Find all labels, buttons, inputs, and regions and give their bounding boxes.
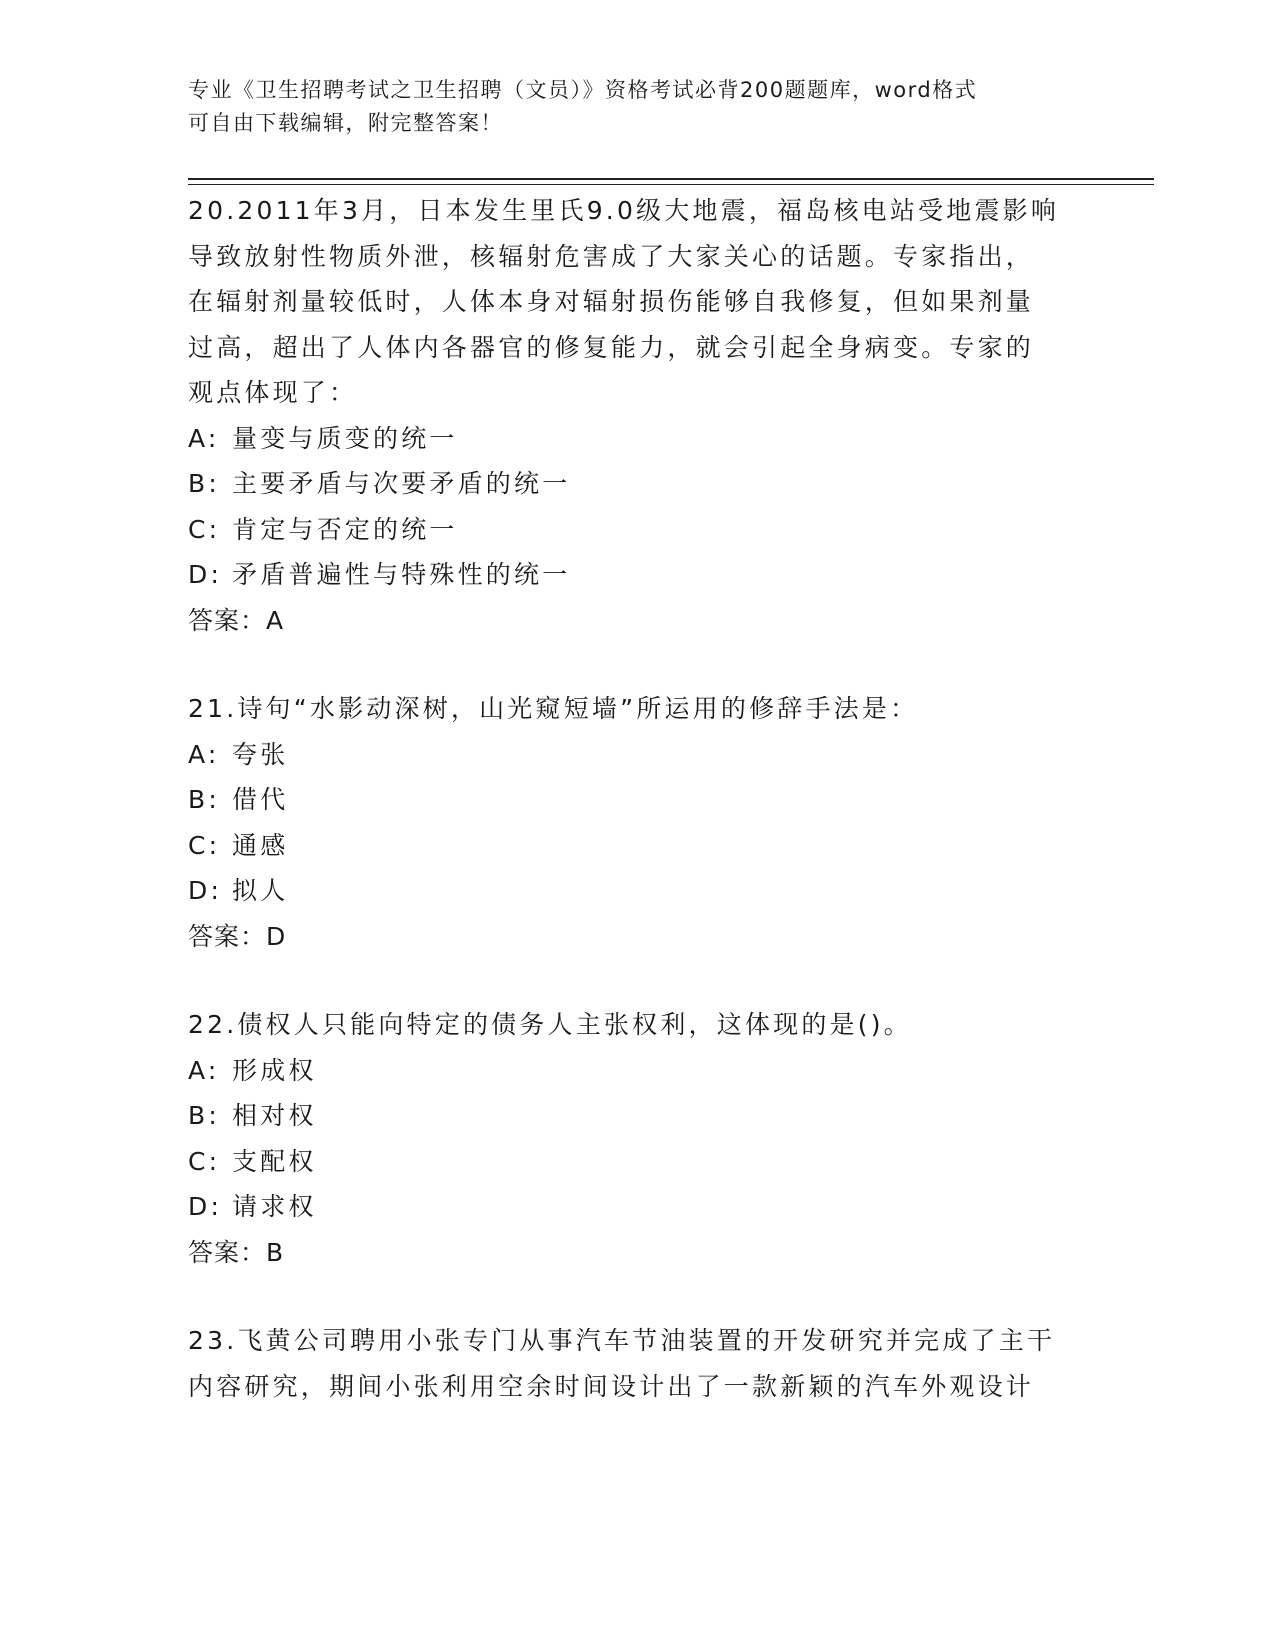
question-stem-line: 内容研究，期间小张利用空余时间设计出了一款新颖的汽车外观设计 xyxy=(188,1371,1035,1401)
option-text: 借代 xyxy=(232,785,289,814)
answer-key: 答案：B xyxy=(188,1237,285,1267)
option-text: 量变与质变的统一 xyxy=(232,423,458,453)
header-line-1: 专业《卫生招聘考试之卫生招聘（文员）》资格考试必背200题题库，word格式 xyxy=(188,78,978,102)
question-stem xyxy=(188,686,1088,732)
option-text: 夸张 xyxy=(232,739,289,769)
option-letter: D: xyxy=(188,1192,223,1221)
answer-option xyxy=(188,732,1088,778)
answer-key: 答案：A xyxy=(188,605,285,635)
answer-option xyxy=(188,1048,1088,1094)
question-stem xyxy=(188,188,1088,416)
option-text: 形成权 xyxy=(232,1055,317,1085)
answer-option xyxy=(188,1139,1088,1185)
question-stem xyxy=(188,1318,1088,1409)
question-item xyxy=(188,686,1088,959)
option-letter: A: xyxy=(188,1055,220,1085)
answer-option xyxy=(188,1093,1088,1139)
header-divider-thick xyxy=(188,178,1154,180)
option-text: 矛盾普遍性与特殊性的统一 xyxy=(232,560,571,589)
option-letter: C: xyxy=(188,514,221,544)
answer-option xyxy=(188,416,1088,462)
answer-key: 答案：D xyxy=(188,921,287,951)
option-letter: A: xyxy=(188,739,220,769)
question-stem-line: 过高，超出了人体内各器官的修复能力，就会引起全身病变。专家的 xyxy=(188,332,1035,362)
question-item xyxy=(188,1002,1088,1275)
question-stem-line: 导致放射性物质外泄，核辐射危害成了大家关心的话题。专家指出， xyxy=(188,241,1035,271)
header-divider-thin xyxy=(188,184,1154,185)
question-stem-line: 21.诗句“水影动深树，山光窥短墙”所运用的修辞手法是： xyxy=(188,694,919,723)
option-letter: C: xyxy=(188,830,221,860)
question-stem-line: 23.飞黄公司聘用小张专门从事汽车节油装置的开发研究并完成了主干 xyxy=(188,1326,1056,1355)
answer-option xyxy=(188,823,1088,869)
answer-option xyxy=(188,552,1088,598)
option-letter: B: xyxy=(188,469,220,498)
option-text: 主要矛盾与次要矛盾的统一 xyxy=(232,469,571,498)
option-text: 支配权 xyxy=(232,1146,317,1176)
answer-option xyxy=(188,1184,1088,1230)
question-stem-line: 22.债权人只能向特定的债务人主张权利，这体现的是()。 xyxy=(188,1010,912,1039)
option-letter: D: xyxy=(188,560,223,589)
option-letter: C: xyxy=(188,1146,221,1176)
option-text: 请求权 xyxy=(232,1192,317,1221)
option-text: 拟人 xyxy=(232,876,289,905)
answer-option xyxy=(188,868,1088,914)
option-letter: B: xyxy=(188,1101,220,1130)
option-text: 通感 xyxy=(232,830,289,860)
question-item xyxy=(188,188,1088,643)
option-letter: B: xyxy=(188,785,220,814)
question-stem xyxy=(188,1002,1088,1048)
question-item xyxy=(188,1318,1088,1409)
document-header xyxy=(188,74,1088,140)
header-line-2: 可自由下载编辑，附完整答案！ xyxy=(188,111,503,135)
question-stem-line: 20.2011年3月，日本发生里氏9.0级大地震，福岛核电站受地震影响 xyxy=(188,196,1060,225)
answer-option xyxy=(188,507,1088,553)
option-text: 肯定与否定的统一 xyxy=(232,514,458,544)
answer-option xyxy=(188,777,1088,823)
option-text: 相对权 xyxy=(232,1101,317,1130)
answer-option xyxy=(188,461,1088,507)
option-letter: D: xyxy=(188,876,223,905)
question-stem-line: 在辐射剂量较低时，人体本身对辐射损伤能够自我修复，但如果剂量 xyxy=(188,287,1035,316)
option-letter: A: xyxy=(188,423,220,453)
question-list xyxy=(188,188,1088,1452)
question-stem-line: 观点体现了： xyxy=(188,378,358,407)
